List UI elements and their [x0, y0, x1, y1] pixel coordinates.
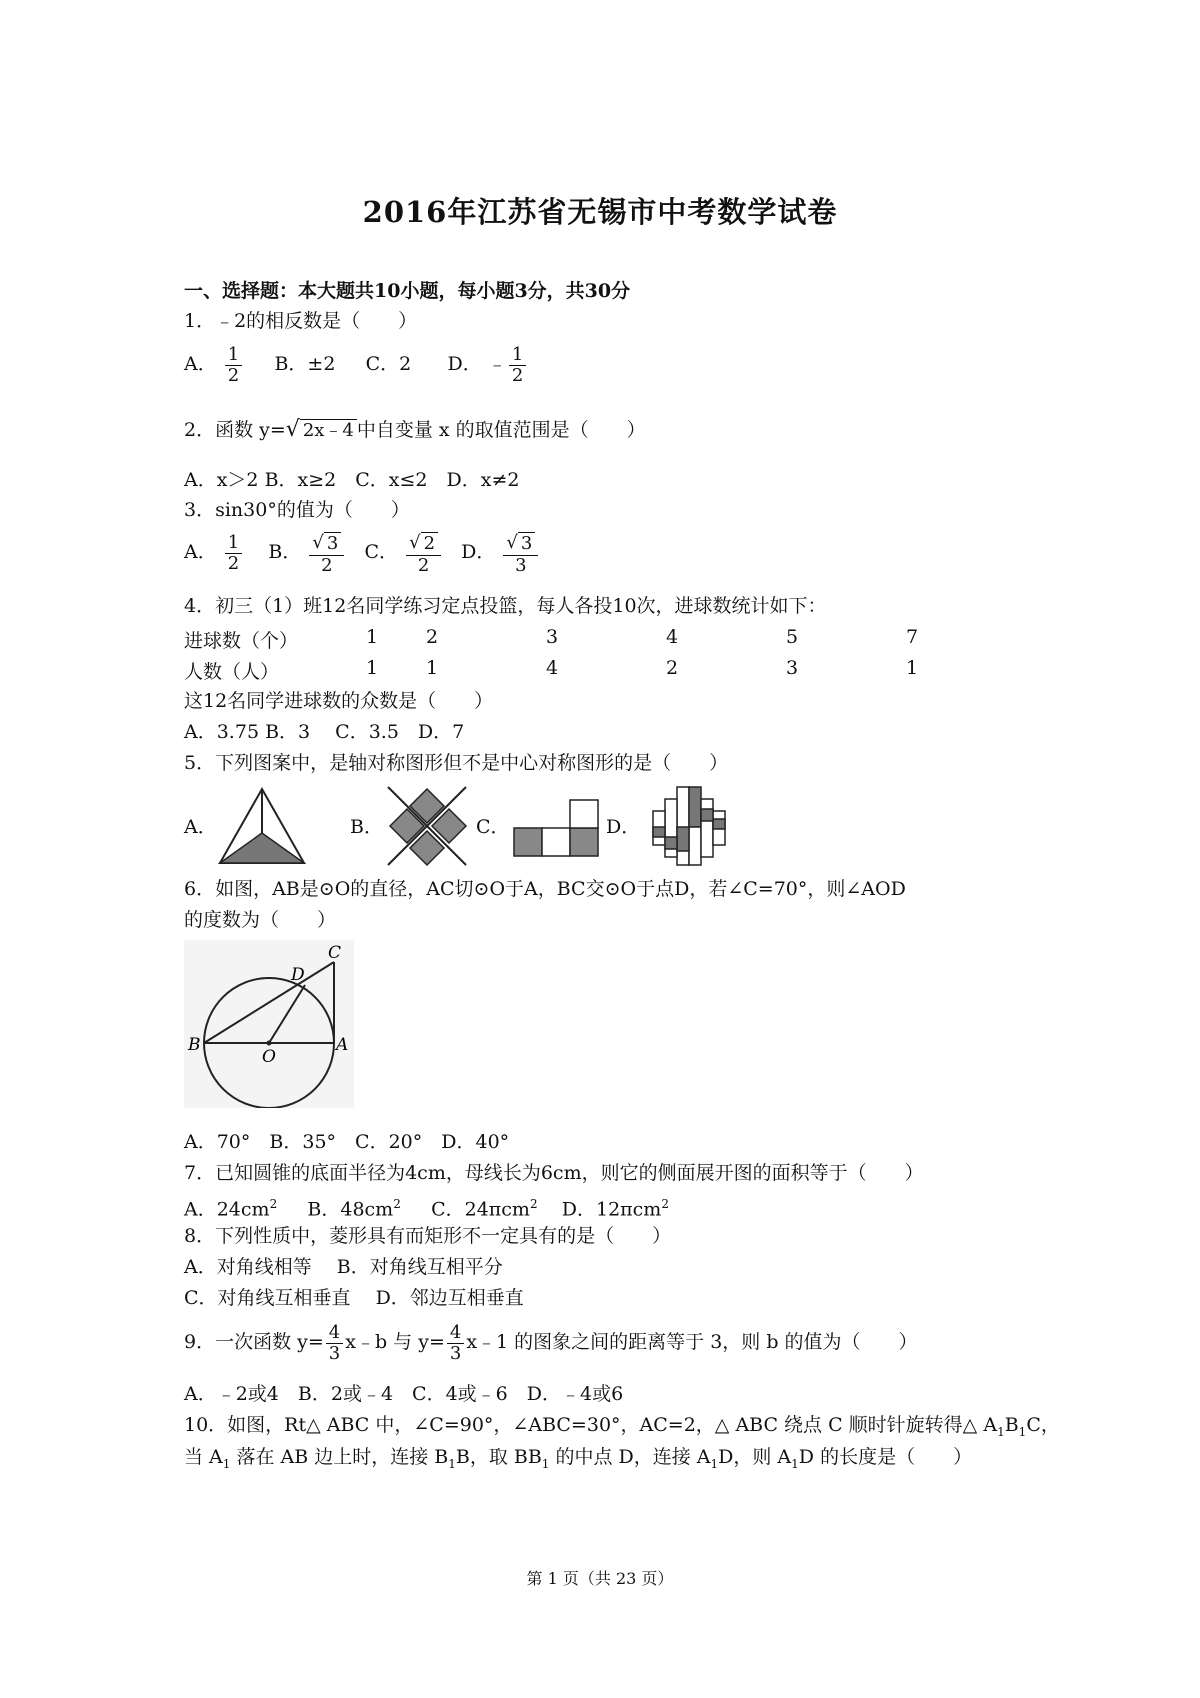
- q7-stem: 7．已知圆锥的底面半径为4cm，母线长为6cm，则它的侧面展开图的面积等于（ ）: [184, 1162, 924, 1184]
- q3-d-den: 3: [515, 554, 527, 576]
- q8-options-ab: A．对角线相等 B．对角线互相平分: [184, 1256, 503, 1278]
- q1-a-num: 1: [225, 345, 242, 366]
- q3-b-label: B．: [268, 541, 302, 563]
- q1-a-den: 2: [227, 364, 240, 386]
- q4-row2-cell: 1: [426, 657, 439, 679]
- q6-label-a: A: [336, 1035, 349, 1055]
- q5-stem: 5．下列图案中，是轴对称图形但不是中心对称图形的是（ ）: [184, 752, 729, 774]
- q5-figure-c: [512, 796, 602, 858]
- q5-figure-b: [384, 783, 470, 869]
- q1-d-num: 1: [509, 345, 526, 366]
- q5-a-label: A．: [184, 816, 217, 838]
- q1-d-label: D．: [447, 353, 482, 375]
- q4-row1-cell: 7: [906, 626, 919, 648]
- q1-c: C．2: [365, 353, 412, 375]
- section-heading: 一、选择题：本大题共10小题，每小题3分，共30分: [184, 280, 631, 302]
- q4-table: [184, 626, 984, 686]
- q10-sub: 1: [222, 1456, 231, 1471]
- q10-sub: 1: [710, 1456, 719, 1471]
- q7-options: [184, 1192, 669, 1221]
- q8-stem: 8．下列性质中，菱形具有而矩形不一定具有的是（ ）: [184, 1225, 672, 1247]
- q3-d-rad: 3: [518, 532, 535, 555]
- q5-b-label: B．: [350, 816, 383, 838]
- q10-sub: 1: [541, 1456, 550, 1471]
- q3-stem: 3．sin30°的值为（ ）: [184, 499, 410, 521]
- q4-row2-cell: 3: [786, 657, 799, 679]
- q10-sub: 1: [1018, 1424, 1027, 1439]
- q3-a-den: 2: [227, 552, 240, 574]
- q8-options-cd: C．对角线互相垂直 D．邻边互相垂直: [184, 1287, 524, 1309]
- q3-c-fraction: √ 2 2: [406, 531, 441, 576]
- q1-stem: 1．﹣2的相反数是（ ）: [184, 310, 418, 332]
- q2-sqrt: √ 2x﹣4: [286, 418, 357, 442]
- q1-options: [184, 342, 528, 386]
- q4-row1-cell: 2: [426, 626, 439, 648]
- q9-stem: [184, 1320, 918, 1364]
- q6-stem-2: 的度数为（ ）: [184, 909, 337, 931]
- q3-c-label: C．: [364, 541, 399, 563]
- q4-row2-cell: 2: [666, 657, 679, 679]
- q9-fraction-1: [326, 1323, 343, 1364]
- q10-line1-b: B: [1004, 1414, 1019, 1436]
- q4-row2-cell: 1: [366, 657, 379, 679]
- q6-options: A．70° B．35° C．20° D．40°: [184, 1131, 510, 1153]
- q3-a-num: 1: [225, 533, 242, 554]
- q10-sub: 1: [448, 1456, 456, 1471]
- q4-row1-cell: 1: [366, 626, 379, 648]
- q4-row1-label: 进球数（个）: [184, 630, 299, 652]
- q3-options: [184, 530, 540, 576]
- q2-radicand: 2x﹣4: [300, 419, 357, 442]
- q10-line2-b: 落在 AB 边上时，连接 B: [230, 1446, 449, 1468]
- q3-a-label: A．: [184, 541, 217, 563]
- q3-c-den: 2: [417, 554, 430, 576]
- q4-row1-cell: 4: [666, 626, 679, 648]
- q2-options: A．x＞2 B．x≥2 C．x≤2 D．x≠2: [184, 469, 520, 491]
- q2-stem-post: 中自变量 x 的取值范围是（ ）: [356, 419, 646, 441]
- q9-mid: x﹣b 与 y=: [345, 1331, 445, 1353]
- q6-stem-1: 6．如图，AB是⊙O的直径，AC切⊙O于A，BC交⊙O于点D，若∠C=70°，则∠AOD: [184, 878, 906, 900]
- q9-pre: 9．一次函数 y=: [184, 1331, 324, 1353]
- q4-options: A．3.75 B．3 C．3.5 D．7: [184, 721, 465, 743]
- q3-d-fraction: √ 3 3: [503, 531, 538, 576]
- q9-post: x﹣1 的图象之间的距离等于 3，则 b 的值为（ ）: [466, 1331, 918, 1353]
- q10-line2-d: 的中点 D，连接 A: [549, 1446, 711, 1468]
- q6-circle-diagram: [184, 940, 354, 1108]
- q4-row2-cell: 1: [906, 657, 919, 679]
- q6-label-c: C: [328, 943, 342, 963]
- q6-label-o: O: [262, 1047, 276, 1067]
- q4-row1-cell: 3: [546, 626, 559, 648]
- q10-sub: 1: [997, 1424, 1005, 1439]
- q5-figure-a: [214, 783, 310, 869]
- page-title: 2016年江苏省无锡市中考数学试卷: [362, 195, 838, 229]
- q1-d-sign: ﹣: [487, 353, 507, 375]
- q10-line1-a: 10．如图，Rt△ ABC 中，∠C=90°，∠ABC=30°，AC=2，△ ABC 绕点 C 顺时针旋转得△ A: [184, 1414, 998, 1436]
- q1-d-fraction: [509, 345, 526, 386]
- q9-den-1: 3: [328, 1342, 341, 1364]
- q1-b: B．±2: [274, 353, 336, 375]
- q4-question: 这12名同学进球数的众数是（ ）: [184, 690, 494, 712]
- q3-c-rad: 2: [421, 532, 438, 555]
- q10-line2-f: D 的长度是（ ）: [798, 1446, 973, 1468]
- q9-options: A．﹣2或4 B．2或﹣4 C．4或﹣6 D．﹣4或6: [184, 1383, 624, 1405]
- q6-label-b: B: [188, 1035, 201, 1055]
- q7-a: A．24cm: [184, 1198, 270, 1221]
- q4-row2-label: 人数（人）: [184, 661, 280, 683]
- q7-b-sup: 2: [393, 1197, 401, 1211]
- q4-stem: 4．初三（1）班12名同学练习定点投篮，每人各投10次，进球数统计如下：: [184, 595, 827, 617]
- q5-d-label: D．: [606, 816, 641, 838]
- q3-b-fraction: √ 3 2: [309, 531, 344, 576]
- q10-sub: 1: [791, 1456, 799, 1471]
- q2-stem: [184, 418, 646, 442]
- q9-num-2: 4: [447, 1323, 464, 1344]
- q10-line2-e: D，则 A: [718, 1446, 792, 1468]
- q10-line-1: [184, 1413, 1060, 1444]
- q4-row1-cell: 5: [786, 626, 799, 648]
- q10-line2-c: B，取 BB: [455, 1446, 542, 1468]
- q4-row2-cell: 4: [546, 657, 559, 679]
- q9-den-2: 3: [449, 1342, 462, 1364]
- q5-figure-d: [646, 783, 732, 869]
- q9-num-1: 4: [326, 1323, 343, 1344]
- q2-stem-pre: 2．函数 y=: [184, 419, 286, 441]
- q10-line2-a: 当 A: [184, 1446, 223, 1468]
- q6-label-d: D: [291, 965, 305, 985]
- page-footer: 第 1 页（共 23 页）: [526, 1569, 674, 1588]
- q1-a-label: A．: [184, 353, 217, 375]
- q7-c: C．24πcm: [431, 1198, 530, 1221]
- q1-a-fraction: [225, 345, 242, 386]
- q7-b: B．48cm: [307, 1198, 394, 1221]
- q3-b-rad: 3: [324, 532, 341, 555]
- q3-b-den: 2: [321, 554, 333, 576]
- q10-line1-c: C，: [1026, 1414, 1060, 1436]
- q9-fraction-2: [447, 1323, 464, 1364]
- q7-d-sup: 2: [661, 1197, 669, 1211]
- q1-d-den: 2: [511, 364, 524, 386]
- q7-a-sup: 2: [269, 1197, 278, 1211]
- q3-a-fraction: [225, 533, 242, 574]
- q7-c-sup: 2: [529, 1197, 538, 1211]
- q7-d: D．12πcm: [561, 1198, 662, 1221]
- q10-line-2: [184, 1445, 972, 1476]
- q5-c-label: C．: [476, 816, 510, 838]
- q3-d-label: D．: [461, 541, 496, 563]
